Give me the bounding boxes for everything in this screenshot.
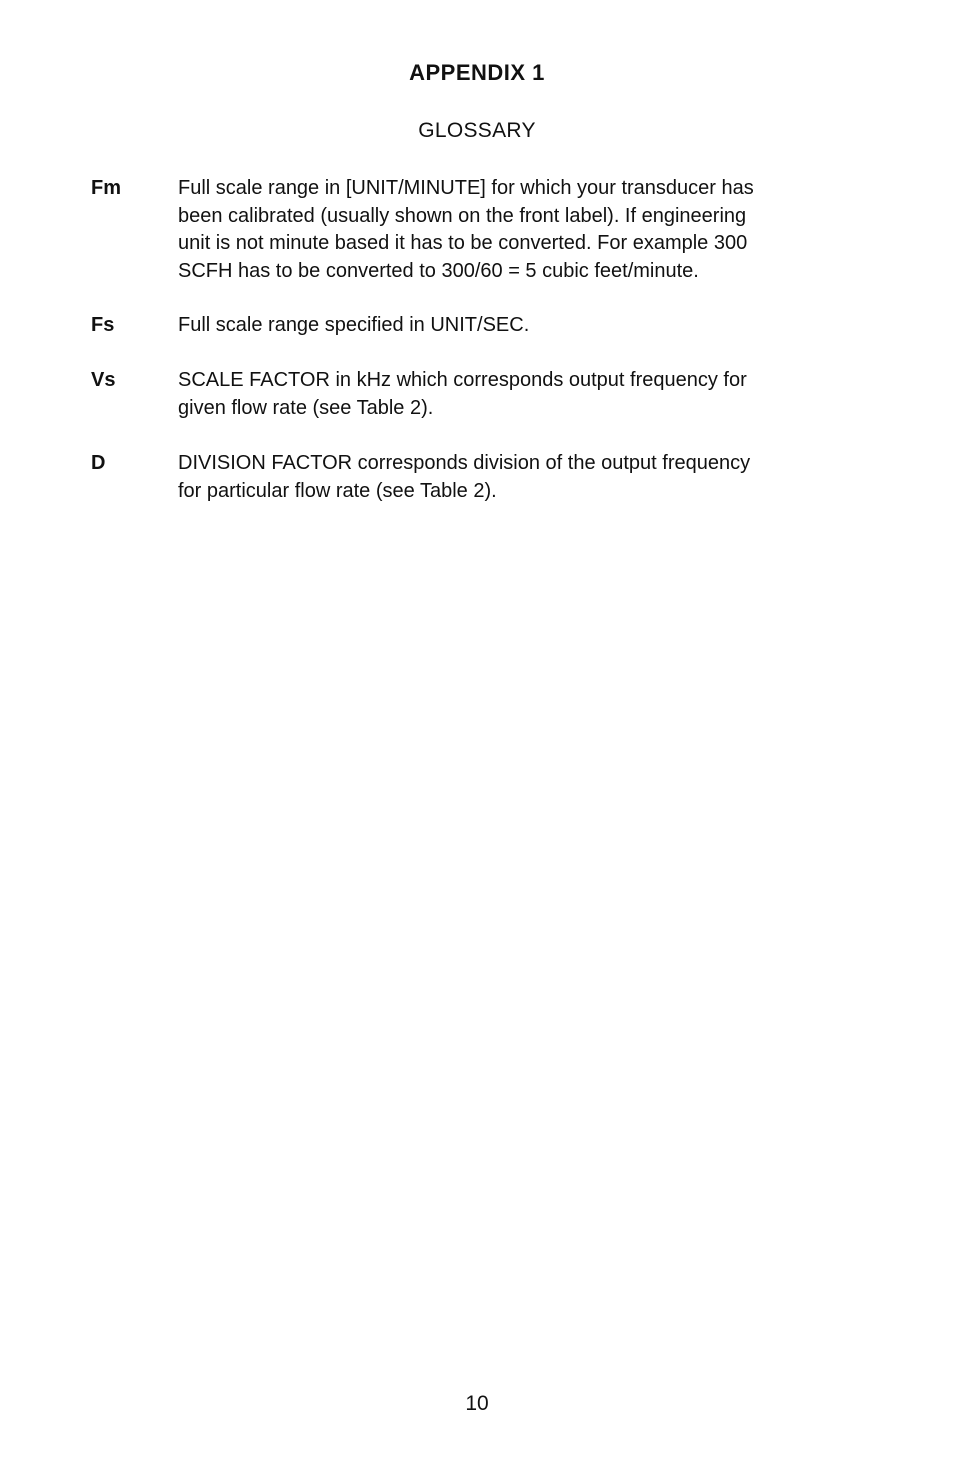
definition-line: been calibrated (usually shown on the front label). If engineering bbox=[178, 204, 747, 227]
glossary-definition bbox=[178, 175, 858, 285]
definition-line: SCALE FACTOR in kHz which corresponds output frequency for bbox=[178, 369, 747, 391]
glossary-term: D bbox=[91, 452, 106, 474]
glossary-definition bbox=[178, 312, 858, 340]
page-number: 10 bbox=[465, 1392, 489, 1415]
glossary-definition bbox=[178, 367, 858, 422]
glossary-entry-d bbox=[91, 450, 871, 505]
definition-line: for particular flow rate (see Table 2). bbox=[178, 479, 497, 502]
glossary-definition bbox=[178, 450, 858, 505]
definition-line: DIVISION FACTOR corresponds division of the output frequency bbox=[178, 452, 751, 474]
glossary-entry-vs bbox=[91, 367, 871, 422]
glossary-entry-fm bbox=[91, 175, 871, 285]
definition-line: SCFH has to be converted to 300/60 = 5 cubic feet/minute. bbox=[178, 259, 699, 282]
definition-line: Full scale range specified in UNIT/SEC. bbox=[178, 314, 530, 336]
appendix-title: APPENDIX 1 bbox=[409, 60, 545, 85]
glossary-title: GLOSSARY bbox=[418, 119, 536, 142]
definition-line: Full scale range in [UNIT/MINUTE] for which your transducer has bbox=[178, 177, 754, 199]
glossary-term: Fm bbox=[91, 177, 121, 199]
definition-line: given flow rate (see Table 2). bbox=[178, 396, 434, 419]
glossary-term: Fs bbox=[91, 314, 115, 336]
definition-line: unit is not minute based it has to be converted. For example 300 bbox=[178, 232, 748, 254]
glossary-term: Vs bbox=[91, 369, 116, 391]
glossary-entry-fs bbox=[91, 312, 871, 340]
